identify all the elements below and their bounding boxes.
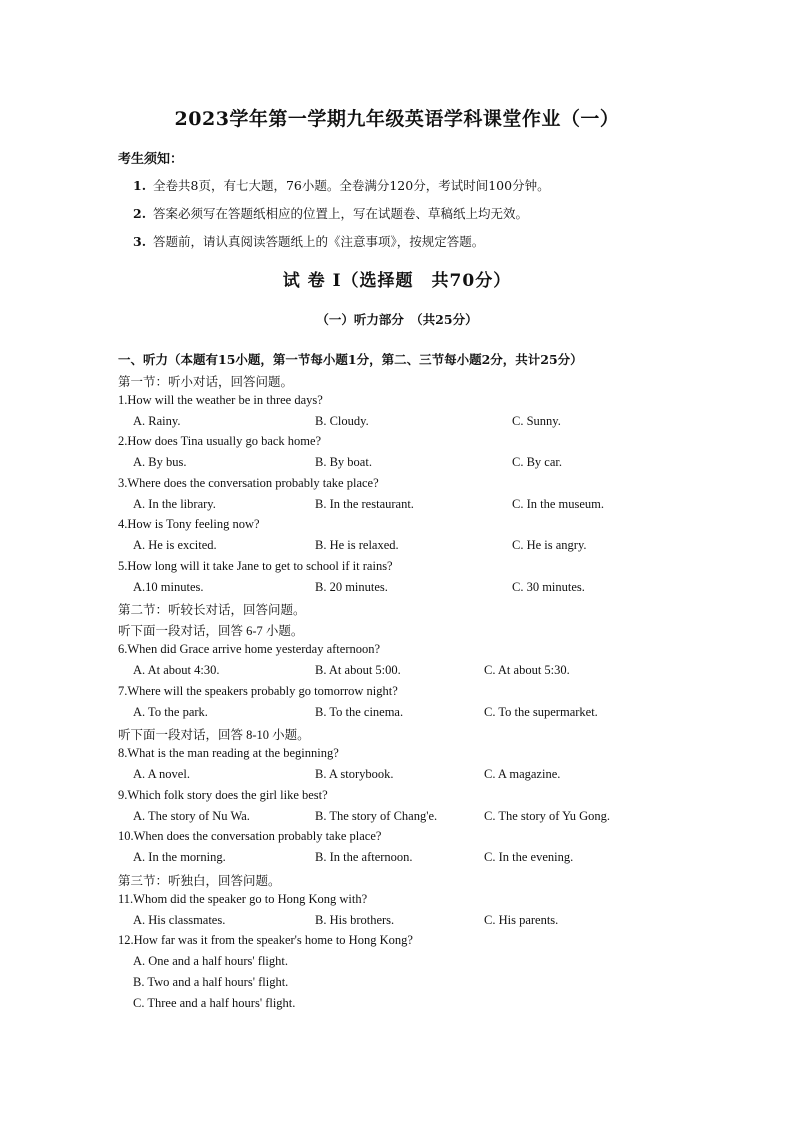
notice-text: 答案必须写在答题纸相应的位置上，写在试题卷、草稿纸上均无效。	[153, 206, 529, 221]
notice-text: 答题前，请认真阅读答题纸上的《注意事项》，按规定答题。	[153, 234, 485, 249]
option-b: B. Two and a half hours' flight.	[133, 975, 289, 989]
option-a: A. In the morning.	[133, 850, 226, 864]
option-a: A. One and a half hours' flight.	[133, 954, 288, 968]
option-c: C. In the museum.	[512, 497, 605, 511]
option-c: C. Three and a half hours' flight.	[133, 996, 296, 1010]
option-a: A. To the park.	[133, 705, 208, 719]
option-b: B. At about 5:00.	[315, 663, 401, 677]
option-c: C. By car.	[512, 455, 562, 469]
question: 9.Which folk story does the girl like best?	[118, 788, 328, 802]
option-a: A. In the library.	[133, 497, 216, 511]
section-label: 第一节：听小对话，回答问题。	[118, 375, 294, 389]
option-c: C. A magazine.	[484, 767, 561, 781]
notice-text: 全卷共8页，有七大题，76小题。全卷满分120分，考试时间100分钟。	[153, 178, 550, 193]
question: 7.Where will the speakers probably go tomorrow night?	[118, 684, 398, 698]
option-b: B. By boat.	[315, 455, 372, 469]
question: 4.How is Tony feeling now?	[118, 517, 260, 531]
question: 11.Whom did the speaker go to Hong Kong with?	[118, 892, 368, 906]
notice-label: 考生须知：	[118, 152, 184, 167]
question: 8.What is the man reading at the beginning?	[118, 746, 339, 760]
option-c: C. The story of Yu Gong.	[484, 809, 611, 823]
option-c: C. His parents.	[484, 913, 559, 927]
option-a: A. He is excited.	[133, 538, 217, 552]
option-c: C. At about 5:30.	[484, 663, 570, 677]
question: 12.How far was it from the speaker's home to Hong Kong?	[118, 933, 413, 947]
notice-number: 1.	[133, 178, 147, 193]
option-b: B. To the cinema.	[315, 705, 404, 719]
option-a: A. His classmates.	[133, 913, 226, 927]
page-title: 2023学年第一学期九年级英语学科课堂作业（一）	[174, 108, 620, 130]
option-a: A. By bus.	[133, 455, 187, 469]
section-heading: 一、听力（本题有15小题，第一节每小题1分，第二、三节每小题2分，共计25分）	[118, 352, 583, 367]
option-b: B. The story of Chang'e.	[315, 809, 438, 823]
option-b: B. A storybook.	[315, 767, 394, 781]
group-instruction: 听下面一段对话，回答 6-7 小题。	[118, 624, 304, 638]
option-b: B. In the afternoon.	[315, 850, 413, 864]
option-c: C. Sunny.	[512, 414, 561, 428]
option-c: C. 30 minutes.	[512, 580, 585, 594]
question: 2.How does Tina usually go back home?	[118, 434, 322, 448]
question: 1.How will the weather be in three days?	[118, 393, 323, 407]
option-a: A. The story of Nu Wa.	[133, 809, 250, 823]
question: 6.When did Grace arrive home yesterday afternoon?	[118, 642, 381, 656]
part-title: 试 卷 Ⅰ（选择题 共70分）	[282, 271, 512, 291]
notice-item	[133, 204, 528, 222]
option-b: B. 20 minutes.	[315, 580, 388, 594]
option-a: A. A novel.	[133, 767, 190, 781]
notice-number: 3.	[133, 234, 147, 249]
option-a: A. At about 4:30.	[133, 663, 220, 677]
option-c: C. He is angry.	[512, 538, 587, 552]
option-a: A.10 minutes.	[133, 580, 204, 594]
option-b: B. His brothers.	[315, 913, 395, 927]
question: 10.When does the conversation probably take place?	[118, 829, 382, 843]
option-b: B. He is relaxed.	[315, 538, 399, 552]
question: 5.How long will it take Jane to get to school if it rains?	[118, 559, 393, 573]
option-c: C. In the evening.	[484, 850, 574, 864]
option-a: A. Rainy.	[133, 414, 181, 428]
option-b: B. In the restaurant.	[315, 497, 414, 511]
option-b: B. Cloudy.	[315, 414, 369, 428]
option-c: C. To the supermarket.	[484, 705, 598, 719]
sub-title: （一）听力部分 （共25分）	[316, 312, 478, 327]
notice-item	[133, 232, 484, 250]
notice-item	[133, 176, 550, 194]
section-label: 第三节：听独白，回答问题。	[118, 874, 281, 888]
notice-number: 2.	[133, 206, 147, 221]
group-instruction: 听下面一段对话，回答 8-10 小题。	[118, 728, 310, 742]
section-label: 第二节：听较长对话，回答问题。	[118, 603, 306, 617]
question: 3.Where does the conversation probably take place?	[118, 476, 379, 490]
